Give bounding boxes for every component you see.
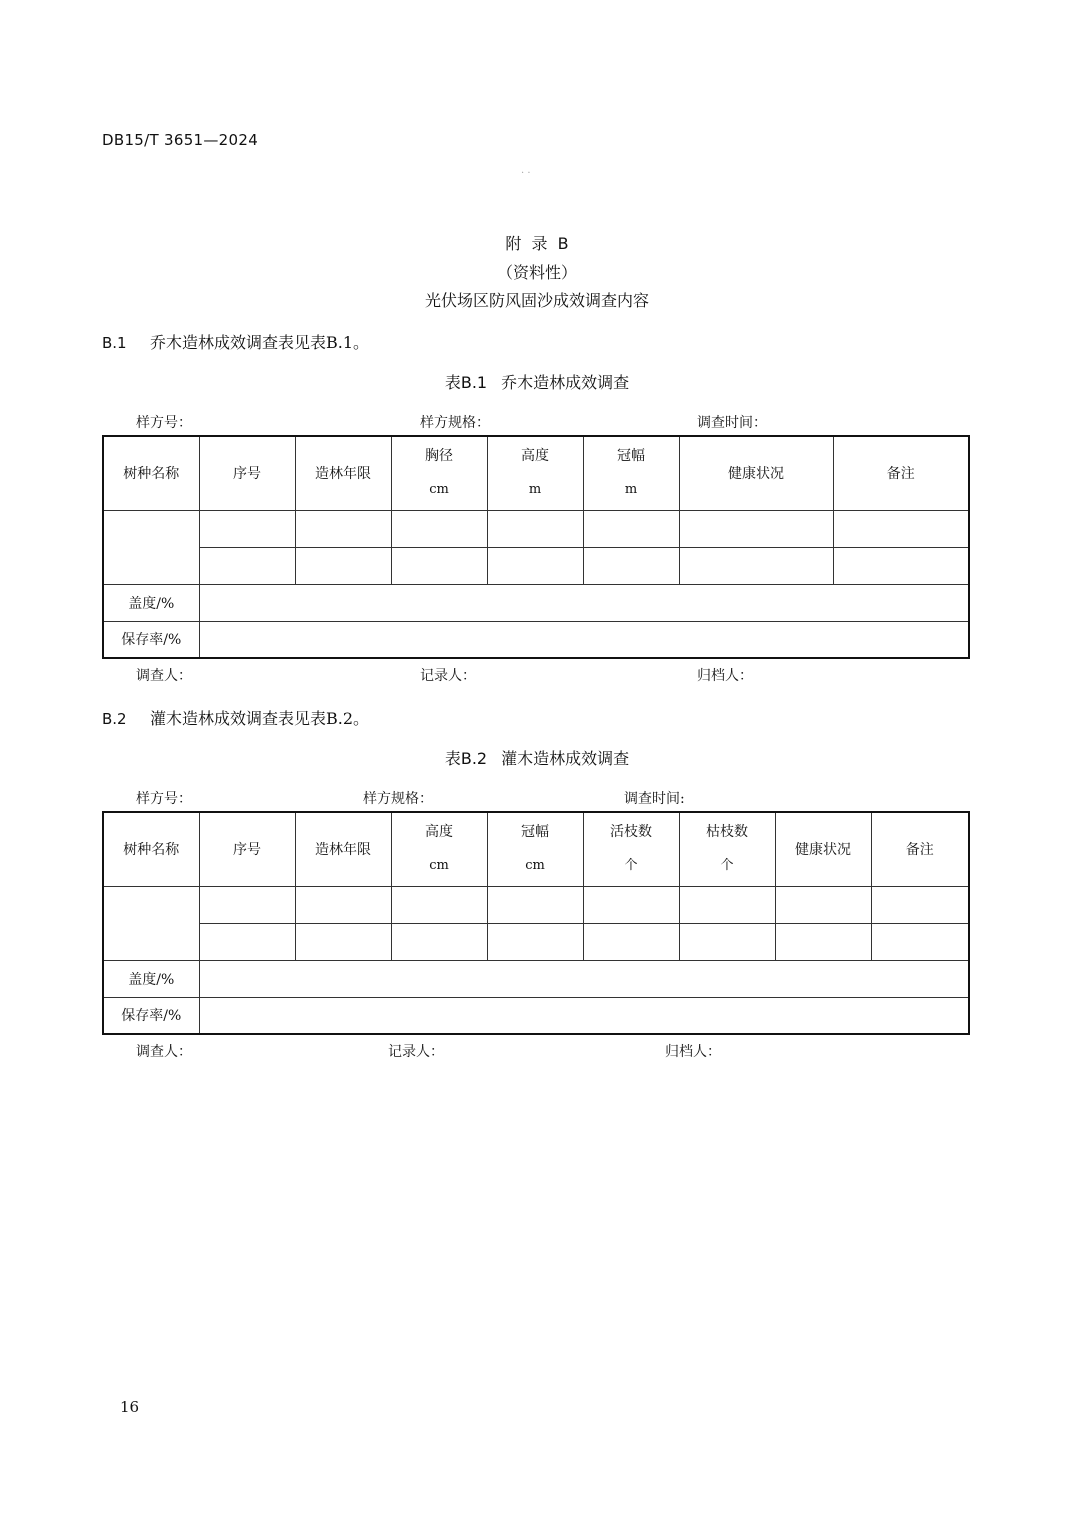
table-b1-col-height: 高度 m bbox=[487, 436, 583, 510]
table-b2-col-height: 高度 cm bbox=[391, 812, 487, 886]
table-b1-archiver: 归档人： bbox=[697, 668, 753, 684]
table-b2-archiver: 归档人： bbox=[665, 1044, 721, 1060]
table-b1 bbox=[102, 435, 970, 659]
section-b1-number: B.1 bbox=[102, 334, 127, 352]
table-b2-col-seq: 序号 bbox=[199, 812, 295, 886]
table-b1-col-remarks: 备注 bbox=[833, 436, 969, 510]
table-b1-coverage-label: 盖度/% bbox=[103, 584, 199, 621]
section-b2-paragraph bbox=[102, 706, 369, 729]
document-code: DB15/T 3651—2024 bbox=[102, 131, 259, 149]
table-b2-caption-number: 表B.2 bbox=[444, 749, 488, 768]
appendix-name: 光伏场区防风固沙成效调查内容 bbox=[424, 291, 649, 310]
table-b2-col-dead-branches: 枯枝数 个 bbox=[679, 812, 775, 886]
table-b2-recorder: 记录人： bbox=[388, 1044, 444, 1060]
table-b1-caption-number: 表B.1 bbox=[444, 373, 488, 392]
table-b1-survival-label: 保存率/% bbox=[103, 621, 199, 658]
table-b2-survival-row bbox=[103, 997, 969, 1034]
table-b1-header-row bbox=[103, 436, 969, 510]
table-b1-col-seq: 序号 bbox=[199, 436, 295, 510]
section-b2-number: B.2 bbox=[102, 710, 127, 728]
table-row bbox=[103, 510, 969, 547]
table-b2-coverage-row bbox=[103, 960, 969, 997]
table-b2-header-row bbox=[103, 812, 969, 886]
appendix-nature: （资料性） bbox=[496, 263, 577, 282]
table-b2-survival-label: 保存率/% bbox=[103, 997, 199, 1034]
table-b1-col-species: 树种名称 bbox=[103, 436, 199, 510]
table-b1-coverage-value[interactable] bbox=[199, 584, 969, 621]
table-b2-col-remarks: 备注 bbox=[871, 812, 969, 886]
table-row bbox=[103, 923, 969, 960]
table-b2 bbox=[102, 811, 970, 1035]
table-b2-species-cell[interactable] bbox=[103, 886, 199, 960]
table-b2-col-species: 树种名称 bbox=[103, 812, 199, 886]
table-b2-plot-no: 样方号： bbox=[136, 791, 192, 807]
table-b1-caption-title: 乔木造林成效调查 bbox=[501, 373, 630, 392]
table-b1-col-years: 造林年限 bbox=[295, 436, 391, 510]
table-b2-caption-title: 灌木造林成效调查 bbox=[501, 749, 630, 768]
table-b2-coverage-value[interactable] bbox=[199, 960, 969, 997]
appendix-title: 附 录 B bbox=[505, 234, 569, 253]
table-b2-caption bbox=[0, 746, 1074, 769]
table-b2-col-health: 健康状况 bbox=[775, 812, 871, 886]
table-row bbox=[103, 886, 969, 923]
section-b1-paragraph bbox=[102, 330, 369, 353]
table-b1-coverage-row bbox=[103, 584, 969, 621]
table-b2-coverage-label: 盖度/% bbox=[103, 960, 199, 997]
table-b2-plot-spec: 样方规格： bbox=[363, 791, 433, 807]
table-b1-survival-value[interactable] bbox=[199, 621, 969, 658]
table-b1-species-cell[interactable] bbox=[103, 510, 199, 584]
table-b2-survey-time: 调查时间: bbox=[624, 791, 685, 807]
table-b2-col-crown: 冠幅 cm bbox=[487, 812, 583, 886]
table-b1-plot-spec: 样方规格： bbox=[420, 415, 490, 431]
table-b1-survey-time: 调查时间： bbox=[697, 415, 767, 431]
table-b2-surveyor: 调查人： bbox=[136, 1044, 192, 1060]
table-b1-caption bbox=[0, 370, 1074, 393]
table-b1-plot-no: 样方号： bbox=[136, 415, 192, 431]
table-b1-col-health: 健康状况 bbox=[679, 436, 833, 510]
table-b1-col-crown: 冠幅 m bbox=[583, 436, 679, 510]
table-b1-survival-row bbox=[103, 621, 969, 658]
table-b1-surveyor: 调查人： bbox=[136, 668, 192, 684]
section-b2-text: 灌木造林成效调查表见表B.2。 bbox=[150, 709, 370, 728]
table-b2-survival-value[interactable] bbox=[199, 997, 969, 1034]
table-b2-col-live-branches: 活枝数 个 bbox=[583, 812, 679, 886]
table-b2-col-years: 造林年限 bbox=[295, 812, 391, 886]
table-b1-col-dbh: 胸径 cm bbox=[391, 436, 487, 510]
table-b1-recorder: 记录人： bbox=[420, 668, 476, 684]
page-mark: · · bbox=[521, 168, 531, 179]
page-number: 16 bbox=[120, 1398, 140, 1416]
table-row bbox=[103, 547, 969, 584]
section-b1-text: 乔木造林成效调查表见表B.1。 bbox=[150, 333, 370, 352]
